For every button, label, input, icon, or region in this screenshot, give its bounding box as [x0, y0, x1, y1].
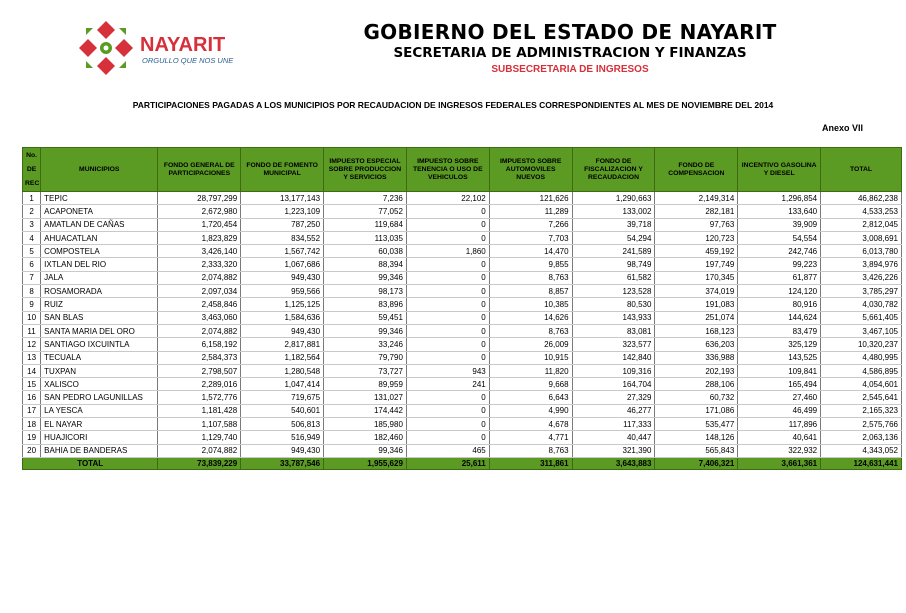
cell-compensacion: 565,843: [655, 444, 738, 457]
cell-total: 2,063,136: [821, 431, 902, 444]
cell-gasolina: 1,296,854: [738, 192, 821, 205]
cell-fofir: 54,294: [572, 231, 655, 244]
header-total: TOTAL: [821, 148, 902, 192]
cell-total: 3,467,105: [821, 324, 902, 337]
cell-isan: 4,771: [489, 431, 572, 444]
cell-no: 11: [23, 324, 41, 337]
page-subtitle: SECRETARIA DE ADMINISTRACION Y FINANZAS: [393, 45, 747, 61]
cell-total: 4,054,601: [821, 378, 902, 391]
cell-no: 4: [23, 231, 41, 244]
cell-ieps: 185,980: [324, 418, 407, 431]
nayarit-emblem-icon: [76, 18, 246, 80]
cell-tenencia: 0: [406, 311, 489, 324]
cell-no: 5: [23, 245, 41, 258]
cell-tenencia: 0: [406, 218, 489, 231]
cell-ieps: 119,684: [324, 218, 407, 231]
cell-total: 4,533,253: [821, 205, 902, 218]
cell-gasolina: 80,916: [738, 298, 821, 311]
cell-total: 10,320,237: [821, 338, 902, 351]
cell-municipio: AHUACATLAN: [41, 231, 158, 244]
totals-compensacion: 7,406,321: [655, 457, 738, 469]
cell-fofir: 83,081: [572, 324, 655, 337]
cell-ieps: 182,460: [324, 431, 407, 444]
cell-total: 4,586,895: [821, 364, 902, 377]
cell-tenencia: 0: [406, 205, 489, 218]
header-rec-line2: DE: [26, 165, 37, 173]
cell-isan: 4,678: [489, 418, 572, 431]
cell-tenencia: 0: [406, 338, 489, 351]
cell-compensacion: 97,763: [655, 218, 738, 231]
cell-ieps: 174,442: [324, 404, 407, 417]
cell-total: 4,343,052: [821, 444, 902, 457]
header-municipios: MUNICIPIOS: [41, 148, 158, 192]
cell-fofir: 27,329: [572, 391, 655, 404]
cell-gasolina: 83,479: [738, 324, 821, 337]
cell-gasolina: 165,494: [738, 378, 821, 391]
subsecretaria-label: SUBSECRETARIA DE INGRESOS: [491, 64, 649, 75]
cell-fofir: 241,589: [572, 245, 655, 258]
cell-ffm: 834,552: [241, 231, 324, 244]
table-row: [23, 431, 902, 444]
cell-no: 6: [23, 258, 41, 271]
cell-no: 2: [23, 205, 41, 218]
cell-ieps: 88,394: [324, 258, 407, 271]
cell-ffm: 1,125,125: [241, 298, 324, 311]
cell-gasolina: 40,641: [738, 431, 821, 444]
totals-ffm: 33,787,546: [241, 457, 324, 469]
cell-gasolina: 325,129: [738, 338, 821, 351]
report-title: PARTICIPACIONES PAGADAS A LOS MUNICIPIOS POR RECAUDACION DE INGRESOS FEDERALES CORRESPONDIENTES AL MES DE NOVIEMBRE DEL 2014: [132, 100, 774, 110]
cell-ieps: 99,346: [324, 444, 407, 457]
cell-tenencia: 0: [406, 231, 489, 244]
cell-ffm: 1,182,564: [241, 351, 324, 364]
header-ffm: FONDO DE FOMENTO MUNICIPAL: [241, 148, 324, 192]
cell-compensacion: 251,074: [655, 311, 738, 324]
cell-no: 7: [23, 271, 41, 284]
cell-ffm: 1,047,414: [241, 378, 324, 391]
table-row: [23, 245, 902, 258]
cell-municipio: COMPOSTELA: [41, 245, 158, 258]
table-row: [23, 298, 902, 311]
logo-tagline-text: ORGULLO QUE NOS UNE: [142, 56, 234, 65]
cell-municipio: XALISCO: [41, 378, 158, 391]
cell-total: 4,480,995: [821, 351, 902, 364]
cell-isan: 121,626: [489, 192, 572, 205]
cell-fgp: 2,097,034: [158, 285, 241, 298]
header-rec: [23, 148, 41, 192]
cell-ieps: 98,173: [324, 285, 407, 298]
cell-compensacion: 168,123: [655, 324, 738, 337]
cell-tenencia: 0: [406, 298, 489, 311]
header-compensacion: FONDO DE COMPENSACION: [655, 148, 738, 192]
cell-ffm: 1,067,686: [241, 258, 324, 271]
cell-total: 2,545,641: [821, 391, 902, 404]
cell-no: 18: [23, 418, 41, 431]
cell-fgp: 2,798,507: [158, 364, 241, 377]
table-row: [23, 378, 902, 391]
totals-tenencia: 25,611: [406, 457, 489, 469]
cell-compensacion: 148,126: [655, 431, 738, 444]
cell-ffm: 1,567,742: [241, 245, 324, 258]
totals-fgp: 73,839,229: [158, 457, 241, 469]
cell-fofir: 123,528: [572, 285, 655, 298]
cell-isan: 4,990: [489, 404, 572, 417]
totals-row: [23, 457, 902, 469]
table-header-row: [23, 148, 902, 192]
cell-gasolina: 39,909: [738, 218, 821, 231]
header-ieps: IMPUESTO ESPECIAL SOBRE PRODUCCION Y SERVICIOS: [324, 148, 407, 192]
header-tenencia: IMPUESTO SOBRE TENENCIA O USO DE VEHICULOS: [406, 148, 489, 192]
cell-fofir: 80,530: [572, 298, 655, 311]
cell-tenencia: 0: [406, 418, 489, 431]
header-rec-line1: No.: [26, 151, 38, 159]
page-title: GOBIERNO DEL ESTADO DE NAYARIT: [363, 20, 777, 44]
cell-municipio: SANTIAGO IXCUINTLA: [41, 338, 158, 351]
cell-gasolina: 46,499: [738, 404, 821, 417]
cell-municipio: TECUALA: [41, 351, 158, 364]
cell-isan: 8,763: [489, 324, 572, 337]
cell-isan: 8,763: [489, 271, 572, 284]
cell-ieps: 99,346: [324, 324, 407, 337]
table-row: [23, 271, 902, 284]
cell-isan: 9,668: [489, 378, 572, 391]
cell-compensacion: 191,083: [655, 298, 738, 311]
table-row: [23, 418, 902, 431]
cell-ffm: 13,177,143: [241, 192, 324, 205]
totals-label: TOTAL: [23, 457, 158, 469]
cell-no: 20: [23, 444, 41, 457]
cell-municipio: EL NAYAR: [41, 418, 158, 431]
cell-ieps: 33,246: [324, 338, 407, 351]
cell-fgp: 2,074,882: [158, 444, 241, 457]
cell-ffm: 1,584,636: [241, 311, 324, 324]
cell-compensacion: 288,106: [655, 378, 738, 391]
cell-fgp: 1,823,829: [158, 231, 241, 244]
table-row: [23, 285, 902, 298]
table-row: [23, 311, 902, 324]
header-isan: IMPUESTO SOBRE AUTOMOVILES NUEVOS: [489, 148, 572, 192]
cell-isan: 9,855: [489, 258, 572, 271]
table-row: [23, 258, 902, 271]
cell-isan: 8,857: [489, 285, 572, 298]
cell-no: 8: [23, 285, 41, 298]
cell-ffm: 2,817,881: [241, 338, 324, 351]
totals-isan: 311,861: [489, 457, 572, 469]
header-fofir: FONDO DE FISCALIZACION Y RECAUDACION: [572, 148, 655, 192]
cell-municipio: SANTA MARIA DEL ORO: [41, 324, 158, 337]
cell-compensacion: 636,203: [655, 338, 738, 351]
cell-no: 9: [23, 298, 41, 311]
cell-isan: 10,385: [489, 298, 572, 311]
cell-municipio: LA YESCA: [41, 404, 158, 417]
cell-fgp: 3,463,060: [158, 311, 241, 324]
table-row: [23, 192, 902, 205]
cell-ieps: 59,451: [324, 311, 407, 324]
cell-gasolina: 99,223: [738, 258, 821, 271]
table-row: [23, 218, 902, 231]
cell-ieps: 113,035: [324, 231, 407, 244]
cell-fofir: 61,582: [572, 271, 655, 284]
cell-compensacion: 170,345: [655, 271, 738, 284]
cell-gasolina: 144,624: [738, 311, 821, 324]
cell-fgp: 2,074,882: [158, 324, 241, 337]
cell-total: 2,165,323: [821, 404, 902, 417]
cell-tenencia: 0: [406, 431, 489, 444]
cell-tenencia: 22,102: [406, 192, 489, 205]
cell-ieps: 99,346: [324, 271, 407, 284]
cell-fofir: 142,840: [572, 351, 655, 364]
cell-no: 10: [23, 311, 41, 324]
cell-compensacion: 202,193: [655, 364, 738, 377]
cell-ieps: 60,038: [324, 245, 407, 258]
cell-isan: 26,009: [489, 338, 572, 351]
participaciones-table: [22, 147, 902, 470]
cell-municipio: AMATLAN DE CAÑAS: [41, 218, 158, 231]
cell-compensacion: 282,181: [655, 205, 738, 218]
cell-isan: 14,470: [489, 245, 572, 258]
cell-no: 19: [23, 431, 41, 444]
table-row: [23, 205, 902, 218]
cell-ieps: 79,790: [324, 351, 407, 364]
cell-tenencia: 0: [406, 285, 489, 298]
cell-tenencia: 0: [406, 404, 489, 417]
cell-no: 12: [23, 338, 41, 351]
cell-fgp: 2,584,373: [158, 351, 241, 364]
cell-fgp: 1,181,428: [158, 404, 241, 417]
cell-gasolina: 143,525: [738, 351, 821, 364]
table-row: [23, 338, 902, 351]
cell-total: 5,661,405: [821, 311, 902, 324]
cell-isan: 7,266: [489, 218, 572, 231]
cell-fofir: 40,447: [572, 431, 655, 444]
cell-ieps: 83,896: [324, 298, 407, 311]
cell-gasolina: 124,120: [738, 285, 821, 298]
cell-ieps: 73,727: [324, 364, 407, 377]
cell-total: 3,894,976: [821, 258, 902, 271]
cell-gasolina: 242,746: [738, 245, 821, 258]
cell-municipio: ACAPONETA: [41, 205, 158, 218]
cell-total: 2,575,766: [821, 418, 902, 431]
table-row: [23, 324, 902, 337]
cell-fgp: 1,720,454: [158, 218, 241, 231]
cell-isan: 11,820: [489, 364, 572, 377]
cell-total: 4,030,782: [821, 298, 902, 311]
cell-gasolina: 109,841: [738, 364, 821, 377]
cell-total: 46,862,238: [821, 192, 902, 205]
cell-fofir: 39,718: [572, 218, 655, 231]
cell-ffm: 949,430: [241, 444, 324, 457]
logo-brand-text: NAYARIT: [140, 34, 226, 56]
cell-gasolina: 54,554: [738, 231, 821, 244]
cell-tenencia: 1,860: [406, 245, 489, 258]
cell-compensacion: 2,149,314: [655, 192, 738, 205]
cell-no: 15: [23, 378, 41, 391]
cell-isan: 7,703: [489, 231, 572, 244]
cell-isan: 10,915: [489, 351, 572, 364]
cell-ffm: 516,949: [241, 431, 324, 444]
cell-isan: 11,289: [489, 205, 572, 218]
cell-ffm: 719,675: [241, 391, 324, 404]
cell-municipio: JALA: [41, 271, 158, 284]
cell-isan: 14,626: [489, 311, 572, 324]
cell-compensacion: 120,723: [655, 231, 738, 244]
cell-municipio: IXTLAN DEL RIO: [41, 258, 158, 271]
cell-compensacion: 171,086: [655, 404, 738, 417]
totals-ieps: 1,955,629: [324, 457, 407, 469]
table-row: [23, 404, 902, 417]
cell-isan: 6,643: [489, 391, 572, 404]
cell-municipio: SAN PEDRO LAGUNILLAS: [41, 391, 158, 404]
cell-fgp: 3,426,140: [158, 245, 241, 258]
cell-compensacion: 535,477: [655, 418, 738, 431]
nayarit-logo: [76, 18, 246, 80]
cell-no: 16: [23, 391, 41, 404]
cell-compensacion: 336,988: [655, 351, 738, 364]
header-fgp: FONDO GENERAL DE PARTICIPACIONES: [158, 148, 241, 192]
cell-no: 1: [23, 192, 41, 205]
cell-ffm: 959,566: [241, 285, 324, 298]
cell-no: 13: [23, 351, 41, 364]
cell-gasolina: 61,877: [738, 271, 821, 284]
table-row: [23, 364, 902, 377]
header-gasolina: INCENTIVO GASOLINA Y DIESEL: [738, 148, 821, 192]
cell-fofir: 321,390: [572, 444, 655, 457]
cell-total: 3,785,297: [821, 285, 902, 298]
cell-compensacion: 197,749: [655, 258, 738, 271]
cell-ieps: 77,052: [324, 205, 407, 218]
cell-compensacion: 60,732: [655, 391, 738, 404]
table-row: [23, 444, 902, 457]
table-row: [23, 391, 902, 404]
cell-municipio: HUAJICORI: [41, 431, 158, 444]
cell-tenencia: 0: [406, 258, 489, 271]
cell-ffm: 1,280,548: [241, 364, 324, 377]
cell-tenencia: 0: [406, 391, 489, 404]
cell-no: 3: [23, 218, 41, 231]
cell-ieps: 131,027: [324, 391, 407, 404]
cell-ffm: 540,601: [241, 404, 324, 417]
cell-municipio: RUIZ: [41, 298, 158, 311]
header-rec-line3: REC: [25, 179, 40, 187]
cell-tenencia: 943: [406, 364, 489, 377]
cell-ffm: 949,430: [241, 324, 324, 337]
cell-fgp: 1,107,588: [158, 418, 241, 431]
cell-gasolina: 133,640: [738, 205, 821, 218]
cell-no: 17: [23, 404, 41, 417]
cell-no: 14: [23, 364, 41, 377]
cell-compensacion: 374,019: [655, 285, 738, 298]
cell-tenencia: 0: [406, 351, 489, 364]
cell-fgp: 2,672,980: [158, 205, 241, 218]
cell-fgp: 1,572,776: [158, 391, 241, 404]
cell-compensacion: 459,192: [655, 245, 738, 258]
cell-fofir: 164,704: [572, 378, 655, 391]
cell-fofir: 46,277: [572, 404, 655, 417]
cell-ffm: 1,223,109: [241, 205, 324, 218]
table-row: [23, 231, 902, 244]
annex-label: Anexo VII: [821, 123, 863, 133]
cell-fofir: 117,333: [572, 418, 655, 431]
cell-municipio: BAHIA DE BANDERAS: [41, 444, 158, 457]
cell-total: 3,426,226: [821, 271, 902, 284]
totals-gasolina: 3,661,361: [738, 457, 821, 469]
cell-tenencia: 0: [406, 271, 489, 284]
cell-ffm: 787,250: [241, 218, 324, 231]
cell-fgp: 28,797,299: [158, 192, 241, 205]
totals-fofir: 3,643,883: [572, 457, 655, 469]
cell-gasolina: 27,460: [738, 391, 821, 404]
cell-ieps: 89,959: [324, 378, 407, 391]
cell-total: 3,008,691: [821, 231, 902, 244]
cell-fgp: 2,074,882: [158, 271, 241, 284]
cell-fgp: 2,333,320: [158, 258, 241, 271]
cell-fofir: 323,577: [572, 338, 655, 351]
totals-total: 124,631,441: [821, 457, 902, 469]
cell-tenencia: 0: [406, 324, 489, 337]
cell-fofir: 1,290,663: [572, 192, 655, 205]
cell-fgp: 2,458,846: [158, 298, 241, 311]
cell-gasolina: 322,932: [738, 444, 821, 457]
cell-municipio: SAN BLAS: [41, 311, 158, 324]
cell-ffm: 949,430: [241, 271, 324, 284]
cell-fofir: 109,316: [572, 364, 655, 377]
cell-municipio: TUXPAN: [41, 364, 158, 377]
cell-fofir: 133,002: [572, 205, 655, 218]
cell-municipio: ROSAMORADA: [41, 285, 158, 298]
cell-isan: 8,763: [489, 444, 572, 457]
cell-total: 2,812,045: [821, 218, 902, 231]
cell-fgp: 2,289,016: [158, 378, 241, 391]
cell-gasolina: 117,896: [738, 418, 821, 431]
cell-ieps: 7,236: [324, 192, 407, 205]
cell-total: 6,013,780: [821, 245, 902, 258]
cell-fgp: 1,129,740: [158, 431, 241, 444]
cell-tenencia: 465: [406, 444, 489, 457]
cell-fgp: 6,158,192: [158, 338, 241, 351]
cell-ffm: 506,813: [241, 418, 324, 431]
cell-fofir: 143,933: [572, 311, 655, 324]
cell-fofir: 98,749: [572, 258, 655, 271]
cell-tenencia: 241: [406, 378, 489, 391]
table-row: [23, 351, 902, 364]
cell-municipio: TEPIC: [41, 192, 158, 205]
